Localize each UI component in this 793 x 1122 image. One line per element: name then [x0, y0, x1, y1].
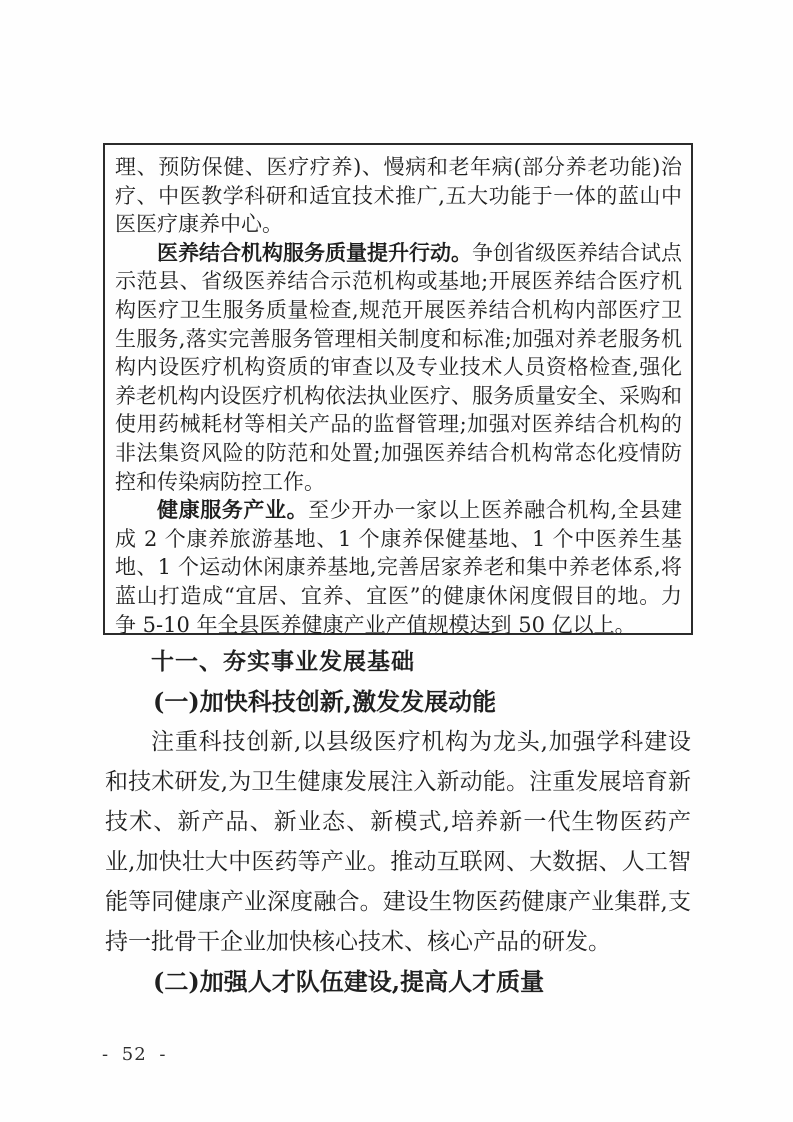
paragraph-text: 争创省级医养结合试点示范县、省级医养结合示范机构或基地;开展医养结合医疗机构医疗卫生服务质量检查,规范开展医养结合机构内部医疗卫生服务,落实完善服务管理相关制度和标准;加强对养老服务机构内设医疗机构资质的审查以及专业技术人员资格检查,强化养老机构内设医疗机构依法执业医疗、服务质量安全、采购和使用药械耗材等相关产品的监督管理;加强对医养结合机构的非法集资风险的防范和处置;加强医养结合机构常态化疫情防控和传染病防控工作。: [115, 240, 682, 494]
boxed-text-section: [103, 143, 693, 635]
box-paragraph: [115, 496, 682, 639]
paragraph-lead: 医养结合机构服务质量提升行动。: [157, 239, 472, 265]
body-paragraph: 注重科技创新,以县级医疗机构为龙头,加强学科建设和技术研发,为卫生健康发展注入新动能。注重发展培育新技术、新产品、新业态、新模式,培养新一代生物医药产业,加快壮大中医药等产业。推动互联网、大数据、人工智能等同健康产业深度融合。建设生物医药健康产业集群,支持一批骨干企业加快核心技术、核心产品的研发。: [105, 729, 691, 955]
box-paragraph: [115, 239, 682, 496]
page-number: - 52 -: [102, 1044, 167, 1065]
subsection-heading-2: (二)加强人才队伍建设,提高人才质量: [153, 967, 545, 996]
subsection-heading-1: (一)加快科技创新,激发发展动能: [153, 687, 497, 716]
paragraph-text: 至少开办一家以上医养融合机构,全县建成 2 个康养旅游基地、1 个康养保健基地、1 个中医养生基地、1 个运动休闲康养基地,完善居家养老和集中养老体系,将蓝山打造成“宜居、宜养、宜医”的健康休闲度假目的地。力争 5-10 年全县医养健康产业产值规模达到 50 亿以上。: [115, 498, 682, 637]
section-heading: 十一、夯实事业发展基础: [151, 649, 415, 675]
paragraph-lead: 健康服务产业。: [157, 497, 309, 523]
box-paragraph-continued: 理、预防保健、医疗疗养)、慢病和老年病(部分养老功能)治疗、中医教学科研和适宜技术推广,五大功能于一体的蓝山中医医疗康养中心。: [115, 155, 682, 237]
main-content: [105, 642, 691, 1002]
